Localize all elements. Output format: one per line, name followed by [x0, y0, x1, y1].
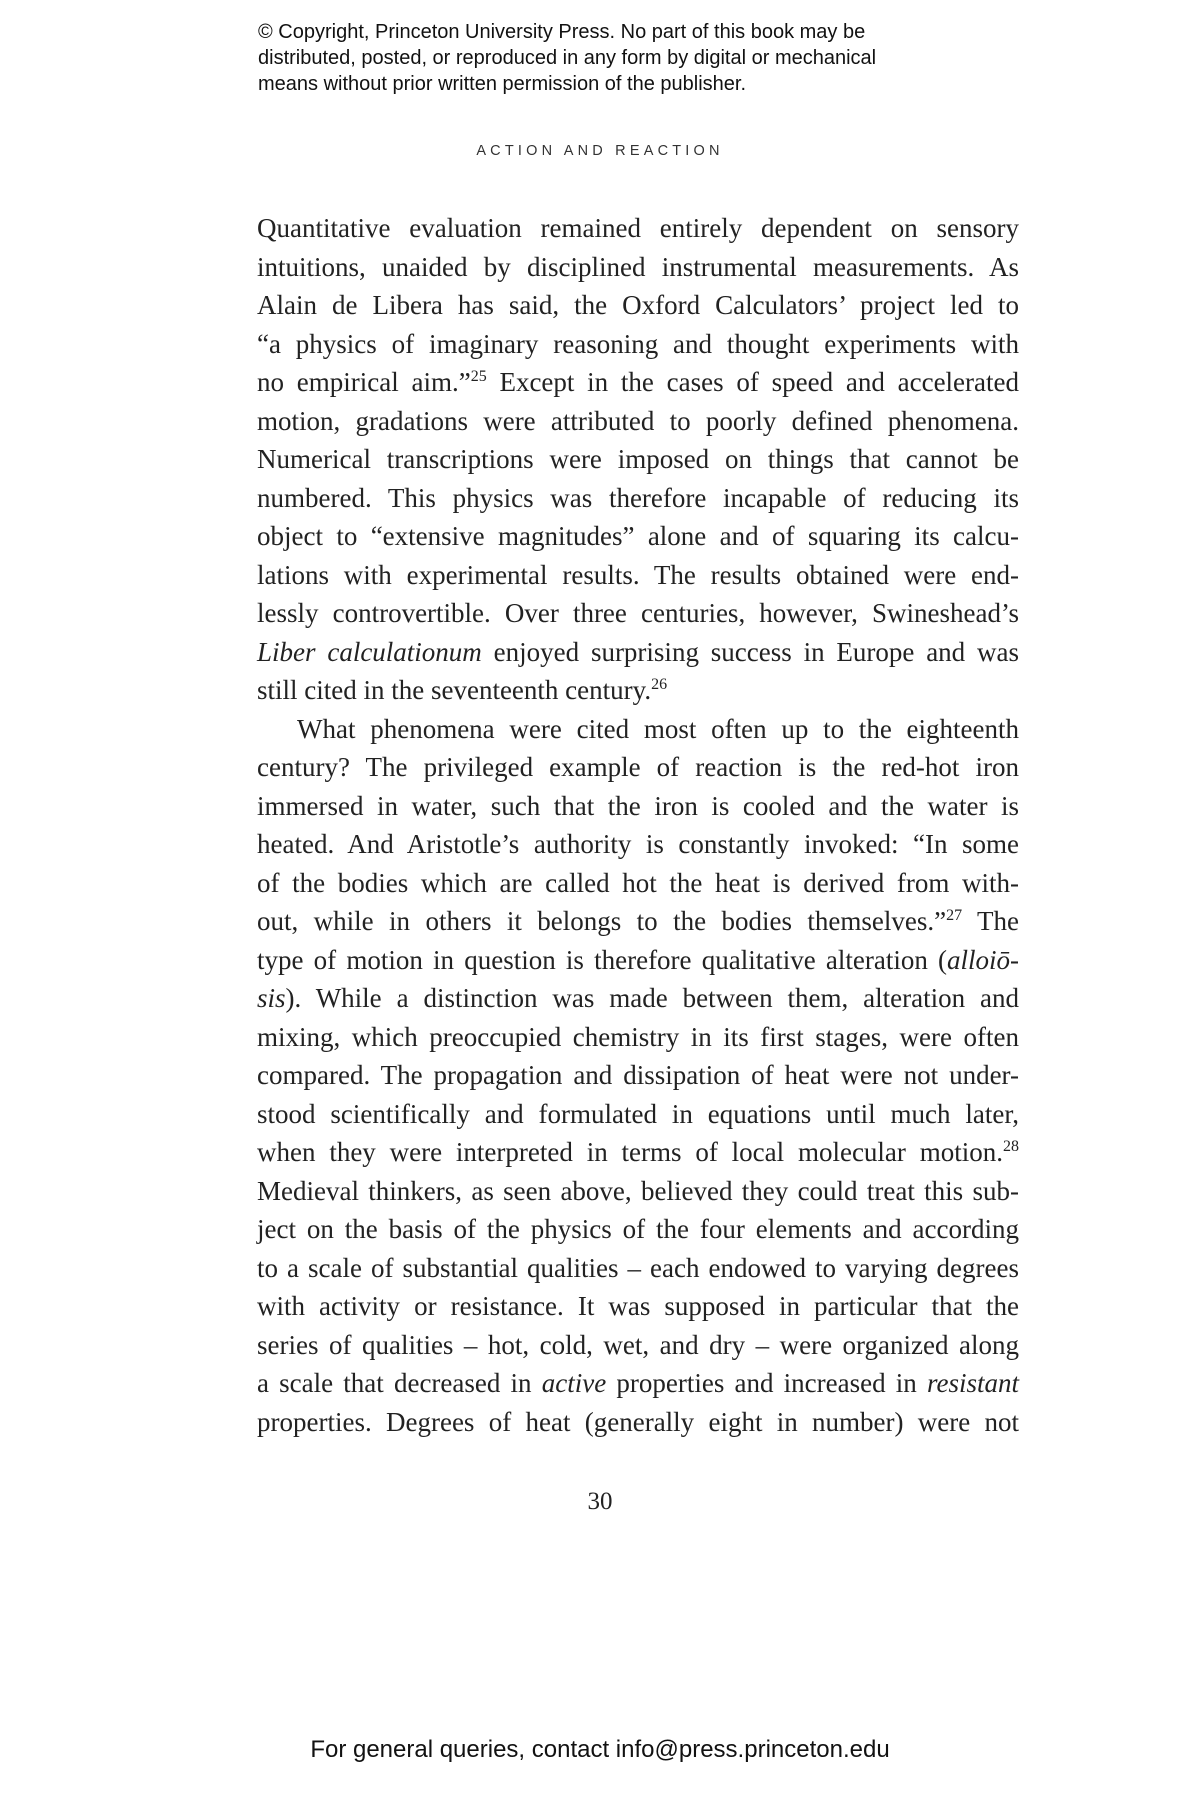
footer-contact: For general queries, contact info@press.princeton.edu [310, 1736, 890, 1763]
text-line: type of motion in question is therefore qualitative alteration (alloiō- [257, 944, 1019, 975]
text-line: Numerical transcriptions were imposed on things that cannot be [257, 444, 1019, 474]
text-line: stood scientifically and formulated in equations until much later, [257, 1098, 1019, 1129]
footnote-ref: 28 [1003, 1138, 1019, 1155]
text-line: motion, gradations were attributed to poorly defined phenomena. [257, 405, 1019, 436]
footnote-ref: 27 [946, 907, 963, 924]
text-line: lessly controvertible. Over three centuries, however, Swineshead’s [257, 598, 1019, 628]
copyright-notice [258, 19, 1018, 97]
text-line: object to “extensive magnitudes” alone and of squaring its calcu- [257, 521, 1019, 551]
text-line: immersed in water, such that the iron is cooled and the water is [257, 790, 1019, 821]
text-line: intuitions, unaided by disciplined instrumental measurements. As [257, 251, 1019, 282]
page-number: 30 [587, 1488, 613, 1515]
text-line: series of qualities – hot, cold, wet, and dry – were organized along [257, 1329, 1019, 1360]
text-line: with activity or resistance. It was supposed in particular that the [257, 1291, 1019, 1321]
text-line: Quantitative evaluation remained entirely dependent on sensory [257, 213, 1019, 243]
body-text [257, 209, 1019, 1441]
text-line: Liber calculationum enjoyed surprising success in Europe and was [257, 636, 1019, 667]
text-line: “a physics of imaginary reasoning and thought experiments with [257, 328, 1019, 359]
text-line: still cited in the seventeenth century.$^{26}$ [257, 675, 668, 705]
text-line: to a scale of substantial qualities – each endowed to varying degrees [257, 1252, 1019, 1283]
copyright-line: distributed, posted, or reproduced in any form by digital or mechanical [258, 47, 877, 69]
text-line: out, while in others it belongs to the bodies themselves.”$^{27}$ The [257, 906, 1019, 936]
running-head: ACTION AND REACTION [476, 143, 724, 159]
text-line: Medieval thinkers, as seen above, believed they could treat this sub- [257, 1175, 1019, 1206]
text-line: ject on the basis of the physics of the four elements and according [257, 1214, 1019, 1244]
text-line: no empirical aim.”$^{25}$ Except in the cases of speed and accelerated [257, 367, 1019, 397]
text-line: What phenomena were cited most often up to the eighteenth [297, 713, 1019, 744]
text-line: mixing, which preoccupied chemistry in its first stages, were often [257, 1021, 1019, 1052]
text-line: properties. Degrees of heat (generally eight in number) were not [257, 1406, 1019, 1437]
footnote-ref: 26 [651, 676, 668, 693]
copyright-line: means without prior written permission of the publisher. [258, 73, 747, 95]
text-line: of the bodies which are called hot the heat is derived from with- [257, 867, 1019, 898]
text-line: compared. The propagation and dissipation of heat were not under- [257, 1060, 1019, 1090]
text-line: sis). While a distinction was made between them, alteration and [257, 983, 1019, 1013]
text-line: numbered. This physics was therefore incapable of reducing its [257, 482, 1019, 513]
text-line: Alain de Libera has said, the Oxford Calculators’ project led to [257, 290, 1019, 320]
text-line: a scale that decreased in active properties and increased in resistant [257, 1368, 1019, 1398]
text-line: heated. And Aristotle’s authority is constantly invoked: “In some [257, 829, 1019, 859]
copyright-line: © Copyright, Princeton University Press. No part of this book may be [258, 21, 866, 43]
text-line: lations with experimental results. The results obtained were end- [257, 559, 1019, 590]
text-line: century? The privileged example of reaction is the red-hot iron [257, 752, 1019, 782]
text-line: when they were interpreted in terms of local molecular motion.$^{28}$ [257, 1137, 1019, 1167]
footnote-ref: 25 [470, 368, 487, 385]
